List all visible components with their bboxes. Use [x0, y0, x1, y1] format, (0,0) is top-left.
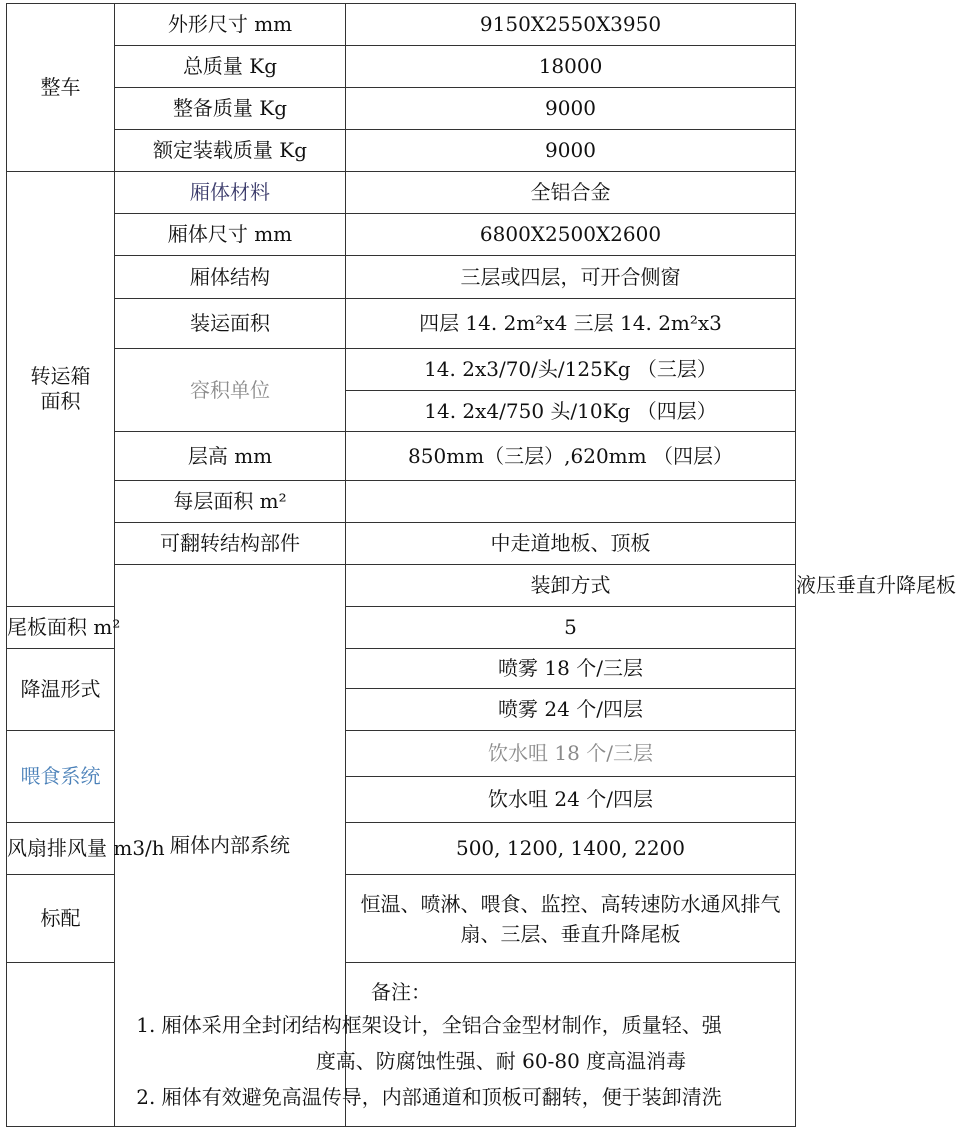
label-floor-height: 层高 mm [115, 432, 346, 481]
table-row [7, 523, 796, 565]
value-capacity-1: 14. 2x3/70/头/125Kg （三层） [346, 349, 796, 391]
table-row [7, 4, 796, 46]
notes-cell [7, 963, 796, 1127]
value-cooling-1: 喷雾 18 个/三层 [346, 649, 796, 689]
value-flip-parts: 中走道地板、顶板 [346, 523, 796, 565]
label-box-material: 厢体材料 [115, 172, 346, 214]
label-cooling: 降温形式 [7, 649, 115, 731]
value-feeding-1: 饮水咀 18 个/三层 [346, 731, 796, 777]
table-row [7, 88, 796, 130]
table-row [7, 46, 796, 88]
group-transport: 转运箱面积 [7, 172, 115, 607]
group-interior: 厢体内部系统 [115, 565, 346, 1127]
label-floor-area: 每层面积 m² [115, 481, 346, 523]
table-row [7, 172, 796, 214]
value-load-area: 四层 14. 2m²x4 三层 14. 2m²x3 [346, 299, 796, 349]
value-dims: 9150X2550X3950 [346, 4, 796, 46]
label-fan: 风扇排风量 m3/h [7, 823, 115, 875]
spec-table [6, 3, 956, 1127]
table-row [7, 481, 796, 523]
label-dims: 外形尺寸 mm [115, 4, 346, 46]
note-1b: 度高、防腐蚀性强、耐 60-80 度高温消毒 [315, 1048, 687, 1073]
table-row [7, 214, 796, 256]
value-box-material: 全铝合金 [346, 172, 796, 214]
label-rated-load: 额定装载质量 Kg [115, 130, 346, 172]
value-fan: 500, 1200, 1400, 2200 [346, 823, 796, 875]
note-2: 2. 厢体有效避免高温传导，内部通道和顶板可翻转，便于装卸清洗 [136, 1084, 722, 1109]
label-feeding: 喂食系统 [7, 731, 115, 823]
table-row [7, 432, 796, 481]
notes-title: 备注： [371, 979, 431, 1004]
table-row [7, 349, 796, 391]
value-standard: 恒温、喷淋、喂食、监控、高转速防水通风排气扇、三层、垂直升降尾板 [346, 875, 796, 963]
value-capacity-2: 14. 2x4/750 头/10Kg （四层） [346, 391, 796, 432]
value-box-structure: 三层或四层，可开合侧窗 [346, 256, 796, 299]
label-tail-area: 尾板面积 m² [7, 607, 115, 649]
table-row: 厢体内部系统 装卸方式 液压垂直升降尾板 [7, 565, 796, 607]
table-row [7, 130, 796, 172]
label-flip-parts: 可翻转结构部件 [115, 523, 346, 565]
label-standard: 标配 [7, 875, 115, 963]
note-1a: 1. 厢体采用全封闭结构框架设计，全铝合金型材制作，质量轻、强 [136, 1012, 722, 1037]
label-load-area: 装运面积 [115, 299, 346, 349]
label-box-size: 厢体尺寸 mm [115, 214, 346, 256]
value-feeding-2: 饮水咀 24 个/四层 [346, 777, 796, 823]
label-total-mass: 总质量 Kg [115, 46, 346, 88]
notes-row [7, 963, 796, 1127]
table-row [7, 256, 796, 299]
value-total-mass: 18000 [346, 46, 796, 88]
label-capacity: 容积单位 [115, 349, 346, 432]
value-box-size: 6800X2500X2600 [346, 214, 796, 256]
value-tail-area: 5 [346, 607, 796, 649]
value-curb-mass: 9000 [346, 88, 796, 130]
value-floor-area [346, 481, 796, 523]
value-cooling-2: 喷雾 24 个/四层 [346, 689, 796, 731]
label-curb-mass: 整备质量 Kg [115, 88, 346, 130]
value-floor-height: 850mm（三层）,620mm （四层） [346, 432, 796, 481]
value-rated-load: 9000 [346, 130, 796, 172]
group-vehicle: 整车 [7, 4, 115, 172]
label-loading: 装卸方式 [346, 565, 796, 607]
label-box-structure: 厢体结构 [115, 256, 346, 299]
table-row [7, 299, 796, 349]
